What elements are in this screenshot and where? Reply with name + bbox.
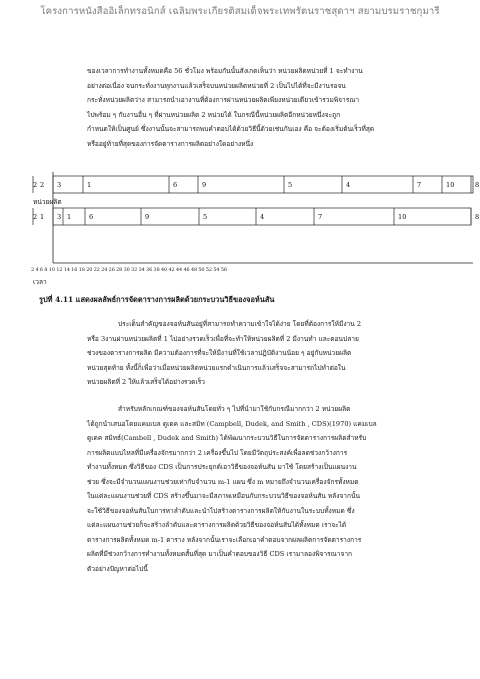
gantt-job-label: 7 bbox=[318, 212, 323, 221]
text-line: ผลิตที่มีช่วงกว้างการทำงานทั้งหมดสั้นที่สุด มาเป็นคำตอบของวิธี CDS เรามาลองพิจารณาจาก bbox=[87, 550, 353, 558]
gantt-job-label: 2 bbox=[33, 212, 38, 221]
text-line: การผลิตแบบไหลที่มีเครื่องจักรมากกว่า 2 เครื่องขึ้นไป โดยมีวัตถุประสงค์เพื่อลดช่วงกว้างการ bbox=[87, 448, 348, 457]
gantt-job-block bbox=[85, 208, 93, 225]
text-line: หรืออยู่ท้ายที่สุดของการจัดตารางการผลิตอย่างใดอย่างหนึ่ง bbox=[87, 139, 254, 148]
gantt-job-label: 9 bbox=[202, 180, 207, 189]
gantt-row bbox=[33, 176, 479, 193]
gantt-job-label: 8 bbox=[475, 212, 480, 221]
gantt-row-label: 2 bbox=[40, 180, 45, 189]
text-line: หน่วยสุดท้าย ทั้งนี้ก็เพื่อว่าเมื่อหน่วยผลิตหน่วยแรกดำเนินการแล้วเสร็จจะสามารถไปทำต่อใน bbox=[87, 363, 346, 372]
gantt-job-block bbox=[342, 176, 350, 193]
gantt-x-axis-label: เวลา bbox=[33, 278, 47, 286]
gantt-x-tick-labels: 2 4 6 8 10 12 14 16 18 20 22 24 26 28 30 32 34 36 38 40 42 44 46 48 50 52 54 56 bbox=[31, 267, 227, 273]
gantt-job-block bbox=[394, 208, 406, 225]
gantt-y-axis-label: หน่วยผลิต bbox=[33, 198, 62, 206]
gantt-job-block bbox=[141, 208, 149, 225]
gantt-job-label: 6 bbox=[173, 180, 178, 189]
gantt-job-block bbox=[33, 208, 37, 225]
text-line: แต่ละแผนงานช่วยก็จะสร้างลำดับและตารางการผลิตด้วยวิธีของจอห์นสันได้ทั้งหมด เราจะได้ bbox=[87, 521, 347, 529]
gantt-job-label: 3 bbox=[57, 212, 62, 221]
gantt-job-label: 4 bbox=[260, 212, 265, 221]
figure-caption: รูปที่ 4.11 แสดงผลลัพธ์การจัดตารางการผลิตด้วยกระบวนวิธีของจอห์นสัน bbox=[39, 295, 275, 304]
gantt-job-block bbox=[63, 208, 71, 225]
gantt-row bbox=[33, 208, 479, 225]
text-line: กระทั่งหน่วยผลิตว่าง สามารถนำเอางานที่ต้องการผ่านหน่วยผลิตเพียงหน่วยเดียวเข้ารวมพิจารณา bbox=[87, 96, 360, 104]
gantt-job-label: 3 bbox=[57, 180, 62, 189]
text-line: จะใช้วิธีของจอห์นสันในการหาลำดับและนำไปสร้างตารางการผลิตให้กับงานในระบบทั้งหมด ซึ่ง bbox=[87, 506, 355, 515]
paragraph-2 bbox=[87, 317, 361, 390]
text-line: ตารางการผลิตทั้งหมด m-1 ตาราง หลังจากนั้นเราจะเลือกเอาคำตอบจากผลผลิตการจัดตารางการ bbox=[87, 535, 362, 544]
gantt-job-label: 1 bbox=[87, 180, 92, 189]
text-line: ของเวลาการทำงานทั้งหมดคือ 56 ชั่วโมง พร้อมกันนั้นสังเกตเห็นว่า หน่วยผลิตหน่วยที่ 1 จะทำงาน bbox=[87, 67, 363, 75]
gantt-job-block bbox=[57, 181, 61, 189]
text-line: อย่างต่อเนื่อง จนกระทั่งงานทุกงานแล้วเสร็จบนหน่วยผลิตหน่วยที่ 2 เป็นไปได้ที่จะมีงานรอจน bbox=[87, 81, 346, 90]
gantt-job-label: 1 bbox=[67, 212, 72, 221]
gantt-job-block bbox=[169, 176, 177, 193]
gantt-job-block bbox=[413, 176, 421, 193]
gantt-job-label: 4 bbox=[346, 180, 351, 189]
gantt-row-label: 1 bbox=[40, 212, 45, 221]
gantt-job-label: 6 bbox=[89, 212, 94, 221]
gantt-job-block bbox=[199, 208, 207, 225]
text-line: ช่วงของตารางการผลิต มีความต้องการที่จะให้มีงานที่ใช้เวลาปฏิบัติงานน้อย ๆ อยู่กับหน่วยผลิต bbox=[87, 349, 352, 357]
text-line: สำหรับหลักเกณฑ์ของจอห์นสันโดยทั่ว ๆ ไปที่นำมาใช้กับกรณีมากกว่า 2 หน่วยผลิต bbox=[118, 405, 351, 413]
gantt-job-block bbox=[284, 176, 292, 193]
gantt-job-label: 2 bbox=[33, 180, 38, 189]
gantt-rows bbox=[33, 176, 479, 225]
gantt-job-block bbox=[256, 208, 264, 225]
gantt-chart bbox=[33, 172, 480, 267]
text-line: ไปพร้อม ๆ กับงานอื่น ๆ ที่ผ่านหน่วยผลิต 2 หน่วยได้ ในกรณีนี้หน่วยผลิตอีกหน่วยหนึ่งจะถูก bbox=[87, 110, 341, 119]
gantt-job-label: 9 bbox=[145, 212, 150, 221]
text-line: ทำงานทั้งหมด ซึ่งวิธีของ CDS เป็นการประยุกต์เอาวิธีของจอห์นสัน มาใช้ โดยสร้างเป็นแผนงาน bbox=[87, 463, 357, 471]
gantt-job-block bbox=[198, 176, 206, 193]
gantt-job-label: 5 bbox=[288, 180, 293, 189]
gantt-job-block bbox=[471, 208, 479, 225]
paragraph-1 bbox=[87, 64, 374, 151]
text-line: กำหนดให้เป็นศูนย์ ซึ่งงานนั้นจะสามารถพบคำตอบได้ด้วยวิธีนี้ด้วยเช่นกันเอง คือ จะต้องเริ่มต้นเร็วที่สุด bbox=[87, 125, 375, 133]
text-line: ในแต่ละแผนงานช่วยที่ CDS สร้างขึ้นมาจะมีสภาพเหมือนกับกระบวนวิธีของจอห์นสัน หลังจากนั้น bbox=[87, 492, 361, 500]
text-line: ช่วย ซึ่งจะมีจำนวนแผนงานช่วยเท่ากับจำนวน m-1 แผน ซึ่ง m หมายถึงจำนวนเครื่องจักรทั้งหมด bbox=[87, 477, 359, 486]
text-line: ประเด็นสำคัญของจอห์นสันอยู่ที่สามารถทำความเข้าใจได้ง่าย โดยที่ต้องการให้มีงาน 2 bbox=[118, 320, 362, 328]
gantt-job-label: 5 bbox=[203, 212, 208, 221]
gantt-job-label: 10 bbox=[398, 212, 407, 221]
paragraph-3 bbox=[87, 402, 377, 576]
text-line: หน่วยผลิตที่ 2 ให้แล้วเสร็จได้อย่างรวดเร็ว bbox=[87, 378, 205, 386]
gantt-job-label: 10 bbox=[446, 180, 455, 189]
gantt-job-label: 7 bbox=[417, 180, 422, 189]
gantt-job-block bbox=[33, 176, 37, 193]
text-line: ได้ถูกนำเสนอโดยแคมเบล ดูเดค และสมิท (Campbell, Dudek, and Smith , CDS)(1970) แคมเบล bbox=[87, 419, 377, 428]
text-line: ดูเดค สมิทธ์(Cambell , Dudek and Smith) ได้พัฒนากระบวนวิธีในการจัดตารางการผลิตสำหรับ bbox=[87, 434, 367, 442]
gantt-job-block bbox=[442, 176, 454, 193]
gantt-job-block bbox=[57, 213, 61, 221]
gantt-job-block bbox=[471, 176, 479, 193]
gantt-row-box bbox=[53, 176, 473, 193]
text-line: ตัวอย่างปัญหาต่อไปนี้ bbox=[87, 564, 148, 573]
text-line: หรือ 3งานผ่านหน่วยผลิตที่ 1 ไปอย่างรวดเร็วเพื่อที่จะทำให้หน่วยผลิตที่ 2 มีงานทำ และตอนปลาย bbox=[87, 334, 359, 343]
gantt-job-block bbox=[83, 176, 91, 193]
gantt-job-block bbox=[314, 208, 322, 225]
gantt-job-label: 8 bbox=[475, 180, 480, 189]
page-header: โครงการหนังสืออิเล็กทรอนิกส์ เฉลิมพระเกียรติสมเด็จพระเทพรัตนราชสุดาฯ สยามบรมราชกุมารี bbox=[40, 6, 440, 17]
